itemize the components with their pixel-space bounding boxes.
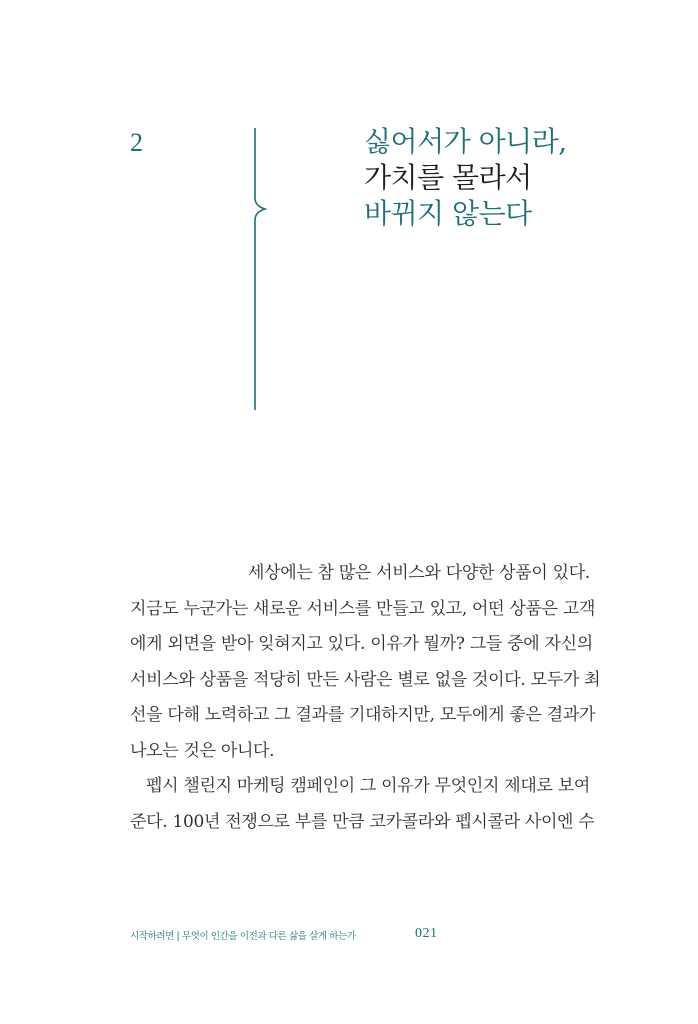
chapter-title [364, 124, 567, 232]
chapter-title-line-2: 가치를 몰라서 [364, 161, 532, 194]
body-line: 서비스와 상품을 적당히 만든 사람은 별로 없을 것이다. 모두가 최 [130, 669, 601, 690]
chapter-title-line-1: 싫어서가 아니라, [364, 125, 567, 158]
body-line: 세상에는 참 많은 서비스와 다양한 상품이 있다. [247, 563, 590, 583]
body-line: 지금도 누군가는 새로운 서비스를 만들고 있고, 어떤 상품은 고객 [130, 598, 596, 619]
running-title: 시작하려면 | 무엇이 인간을 이전과 다른 삶을 살게 하는가 [130, 931, 356, 942]
body-line: 에게 외면을 받아 잊혀지고 있다. 이유가 뭘까? 그들 중에 자신의 [130, 634, 593, 654]
chapter-number: 2 [130, 128, 143, 157]
chapter-brace-divider [245, 126, 275, 412]
body-line: 선을 다해 노력하고 그 결과를 기대하지만, 모두에게 좋은 결과가 [130, 705, 596, 725]
chapter-title-line-3: 바뀌지 않는다 [364, 197, 532, 230]
body-paragraphs [130, 556, 601, 840]
body-line: 나오는 것은 아니다. [130, 740, 275, 761]
body-line: 준다. 100년 전쟁으로 부를 만큼 코카콜라와 펩시콜라 사이엔 수 [130, 811, 595, 832]
body-line: 펩시 챌린지 마케팅 캠페인이 그 이유가 무엇인지 제대로 보여 [146, 776, 590, 796]
page-number: 021 [415, 926, 438, 941]
